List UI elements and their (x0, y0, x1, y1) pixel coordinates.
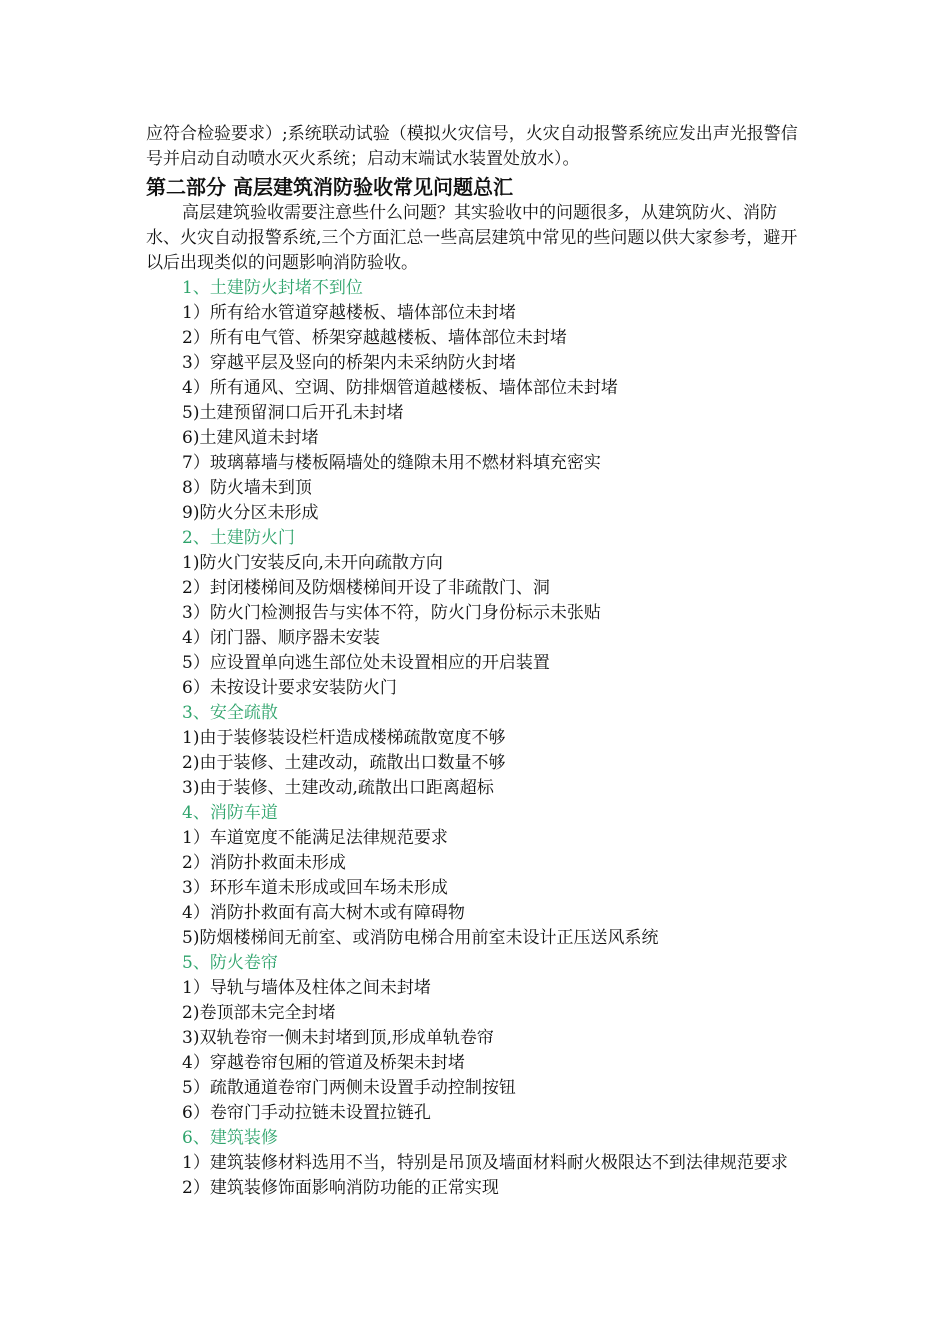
list-item: 7）玻璃幕墙与楼板隔墙处的缝隙未用不燃材料填充密实 (182, 453, 601, 473)
list-item: 6)土建风道未封堵 (182, 428, 319, 448)
list-item: 1）建筑装修材料选用不当，特别是吊顶及墙面材料耐火极限达不到法律规范要求 (182, 1153, 788, 1173)
list-item: 1)由于装修装设栏杆造成楼梯疏散宽度不够 (182, 728, 506, 748)
list-item: 5）应设置单向逃生部位处未设置相应的开启装置 (182, 653, 550, 673)
list-item: 4）消防扑救面有高大树木或有障碍物 (182, 903, 465, 923)
list-item: 1）车道宽度不能满足法律规范要求 (182, 828, 448, 848)
list-item: 2）所有电气管、桥架穿越越楼板、墙体部位未封堵 (182, 328, 567, 348)
document-body (146, 122, 810, 1201)
section-heading: 4、消防车道 (182, 803, 278, 823)
section-heading: 3、安全疏散 (182, 703, 278, 723)
list-item: 5）疏散通道卷帘门两侧未设置手动控制按钮 (182, 1078, 516, 1098)
list-item: 3）防火门检测报告与实体不符，防火门身份标示未张贴 (182, 603, 601, 623)
list-item: 5)防烟楼梯间无前室、或消防电梯合用前室未设计正压送风系统 (182, 928, 659, 948)
sections-list (146, 276, 810, 1201)
list-item: 2）消防扑救面未形成 (182, 853, 346, 873)
list-item: 2）建筑装修饰面影响消防功能的正常实现 (182, 1178, 499, 1198)
intro-paragraph: 高层建筑验收需要注意些什么问题？其实验收中的问题很多，从建筑防火、消防水、火灾自动报警系统,三个方面汇总一些高层建筑中常见的些问题以供大家参考，避开以后出现类似的问题影响消防验收。 (146, 203, 798, 273)
list-item: 1）导轨与墙体及柱体之间未封堵 (182, 978, 431, 998)
part-title: 第二部分 高层建筑消防验收常见问题总汇 (146, 175, 513, 199)
list-item: 8）防火墙未到顶 (182, 478, 312, 498)
section-heading: 1、土建防火封堵不到位 (182, 278, 363, 298)
list-item: 1）所有给水管道穿越楼板、墙体部位未封堵 (182, 303, 516, 323)
section-heading: 2、土建防火门 (182, 528, 295, 548)
list-item: 3）穿越平层及竖向的桥架内未采纳防火封堵 (182, 353, 516, 373)
section-heading: 5、防火卷帘 (182, 953, 278, 973)
list-item: 3)由于装修、土建改动,疏散出口距离超标 (182, 778, 494, 798)
list-item: 4）所有通风、空调、防排烟管道越楼板、墙体部位未封堵 (182, 378, 618, 398)
list-item: 4）穿越卷帘包厢的管道及桥架未封堵 (182, 1053, 465, 1073)
list-item: 2）封闭楼梯间及防烟楼梯间开设了非疏散门、洞 (182, 578, 550, 598)
list-item: 6）未按设计要求安装防火门 (182, 678, 397, 698)
list-item: 3）环形车道未形成或回车场未形成 (182, 878, 448, 898)
continuation-paragraph: 应符合检验要求）;系统联动试验（模拟火灾信号，火灾自动报警系统应发出声光报警信号并启动自动喷水灭火系统；启动末端试水装置处放水）。 (146, 124, 798, 169)
list-item: 9)防火分区未形成 (182, 503, 319, 523)
list-item: 3)双轨卷帘一侧未封堵到顶,形成单轨卷帘 (182, 1028, 494, 1048)
list-item: 1)防火门安装反向,未开向疏散方向 (182, 553, 443, 573)
list-item: 6）卷帘门手动拉链未设置拉链孔 (182, 1103, 431, 1123)
list-item: 4）闭门器、顺序器未安装 (182, 628, 380, 648)
list-item: 2)由于装修、土建改动，疏散出口数量不够 (182, 753, 506, 773)
list-item: 5)土建预留洞口后开孔未封堵 (182, 403, 404, 423)
section-heading: 6、建筑装修 (182, 1128, 278, 1148)
list-item: 2)卷顶部未完全封堵 (182, 1003, 336, 1023)
